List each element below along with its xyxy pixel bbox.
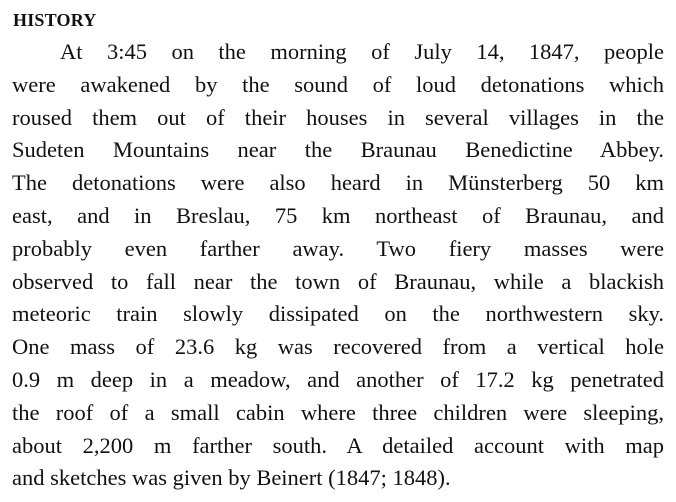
history-paragraph xyxy=(12,36,664,495)
paragraph-line: east, and in Breslau, 75 km northeast of Braunau, and xyxy=(12,202,664,228)
paragraph-line: 0.9 m deep in a meadow, and another of 17.2 kg penetrated xyxy=(12,366,664,392)
section-heading: HISTORY xyxy=(13,10,97,30)
paragraph-line: One mass of 23.6 kg was recovered from a vertical hole xyxy=(12,334,664,360)
paragraph-line: the roof of a small cabin where three children were sleeping, xyxy=(12,399,664,425)
paragraph-line: roused them out of their houses in several villages in the xyxy=(12,104,664,130)
paragraph-line: The detonations were also heard in Münsterberg 50 km xyxy=(12,170,664,196)
paragraph-line: Sudeten Mountains near the Braunau Benedictine Abbey. xyxy=(12,137,664,163)
paragraph-line: about 2,200 m farther south. A detailed account with map xyxy=(12,432,664,458)
paragraph-line: were awakened by the sound of loud detonations which xyxy=(12,71,664,97)
paragraph-line: probably even farther away. Two fiery masses were xyxy=(12,235,664,261)
paragraph-line: observed to fall near the town of Braunau, while a blackish xyxy=(12,268,664,294)
paragraph-line: meteoric train slowly dissipated on the northwestern sky. xyxy=(12,301,664,327)
paragraph-line: At 3:45 on the morning of July 14, 1847, people xyxy=(60,39,664,64)
paragraph-line: and sketches was given by Beinert (1847; 1848). xyxy=(12,465,451,491)
